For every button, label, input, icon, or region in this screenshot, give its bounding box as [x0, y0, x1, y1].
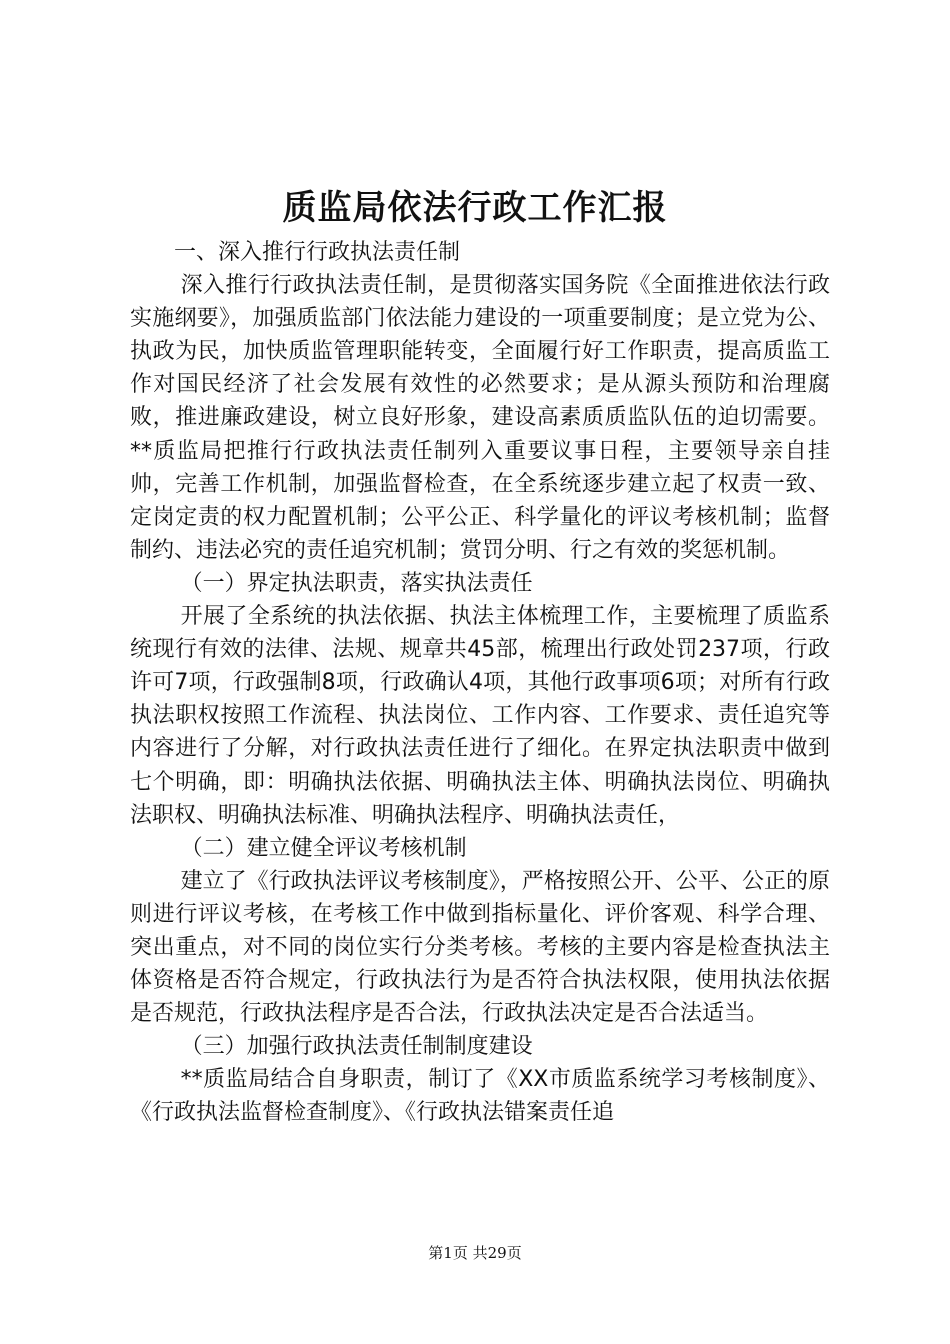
paragraph-4: **质监局结合自身职责，制订了《XX市质监系统学习考核制度》、《行政执法监督检查制度》、《行政执法错案责任追 — [130, 1067, 830, 1126]
document-title: 质监局依法行政工作汇报 — [282, 188, 668, 228]
subsection-heading-3: （三）加强行政执法责任制制度建设 — [180, 1034, 533, 1060]
page-number-footer: 第1页 共29页 — [428, 1244, 522, 1262]
paragraph-3: 建立了《行政执法评议考核制度》，严格按照公开、公平、公正的原则进行评议考核，在考核工作中做到指标量化、评价客观、科学合理、突出重点，对不同的岗位实行分类考核。考核的主要内容是检查执法主体资格是否符合规定，行政执法行为是否符合执法权限，使用执法依据是否规范，行政执法程序是否合法，行政执法决定是否合法适当。 — [130, 868, 830, 1027]
paragraph-1: 深入推行行政执法责任制，是贯彻落实国务院《全面推进依法行政实施纲要》，加强质监部门依法能力建设的一项重要制度；是立党为公、执政为民，加快质监管理职能转变，全面履行好工作职责，提高质监工作对国民经济了社会发展有效性的必然要求；是从源头预防和治理腐败，推进廉政建设，树立良好形象，建设高素质质监队伍的迫切需要。**质监局把推行行政执法责任制列入重要议事日程，主要领导亲自挂帅，完善工作机制，加强监督检查，在全系统逐步建立起了权责一致、定岗定责的权力配置机制；公平公正、科学量化的评议考核机制；监督制约、违法必究的责任追究机制；赏罚分明、行之有效的奖惩机制。 — [130, 273, 830, 563]
paragraph-2: 开展了全系统的执法依据、执法主体梳理工作，主要梳理了质监系统现行有效的法律、法规、规章共45部，梳理出行政处罚237项，行政许可7项，行政强制8项，行政确认4项，其他行政事项6项；对所有行政执法职权按照工作流程、执法岗位、工作内容、工作要求、责任追究等内容进行了分解，对行政执法责任进行了细化。在界定执法职责中做到七个明确，即：明确执法依据、明确执法主体、明确执法岗位、明确执法职权、明确执法标准、明确执法程序、明确执法责任， — [130, 604, 830, 828]
document-body — [130, 236, 830, 1130]
section-heading-1: 一、深入推行行政执法责任制 — [174, 240, 461, 265]
subsection-heading-1: （一）界定执法职责，落实执法责任 — [180, 570, 533, 596]
subsection-heading-2: （二）建立健全评议考核机制 — [180, 835, 467, 861]
